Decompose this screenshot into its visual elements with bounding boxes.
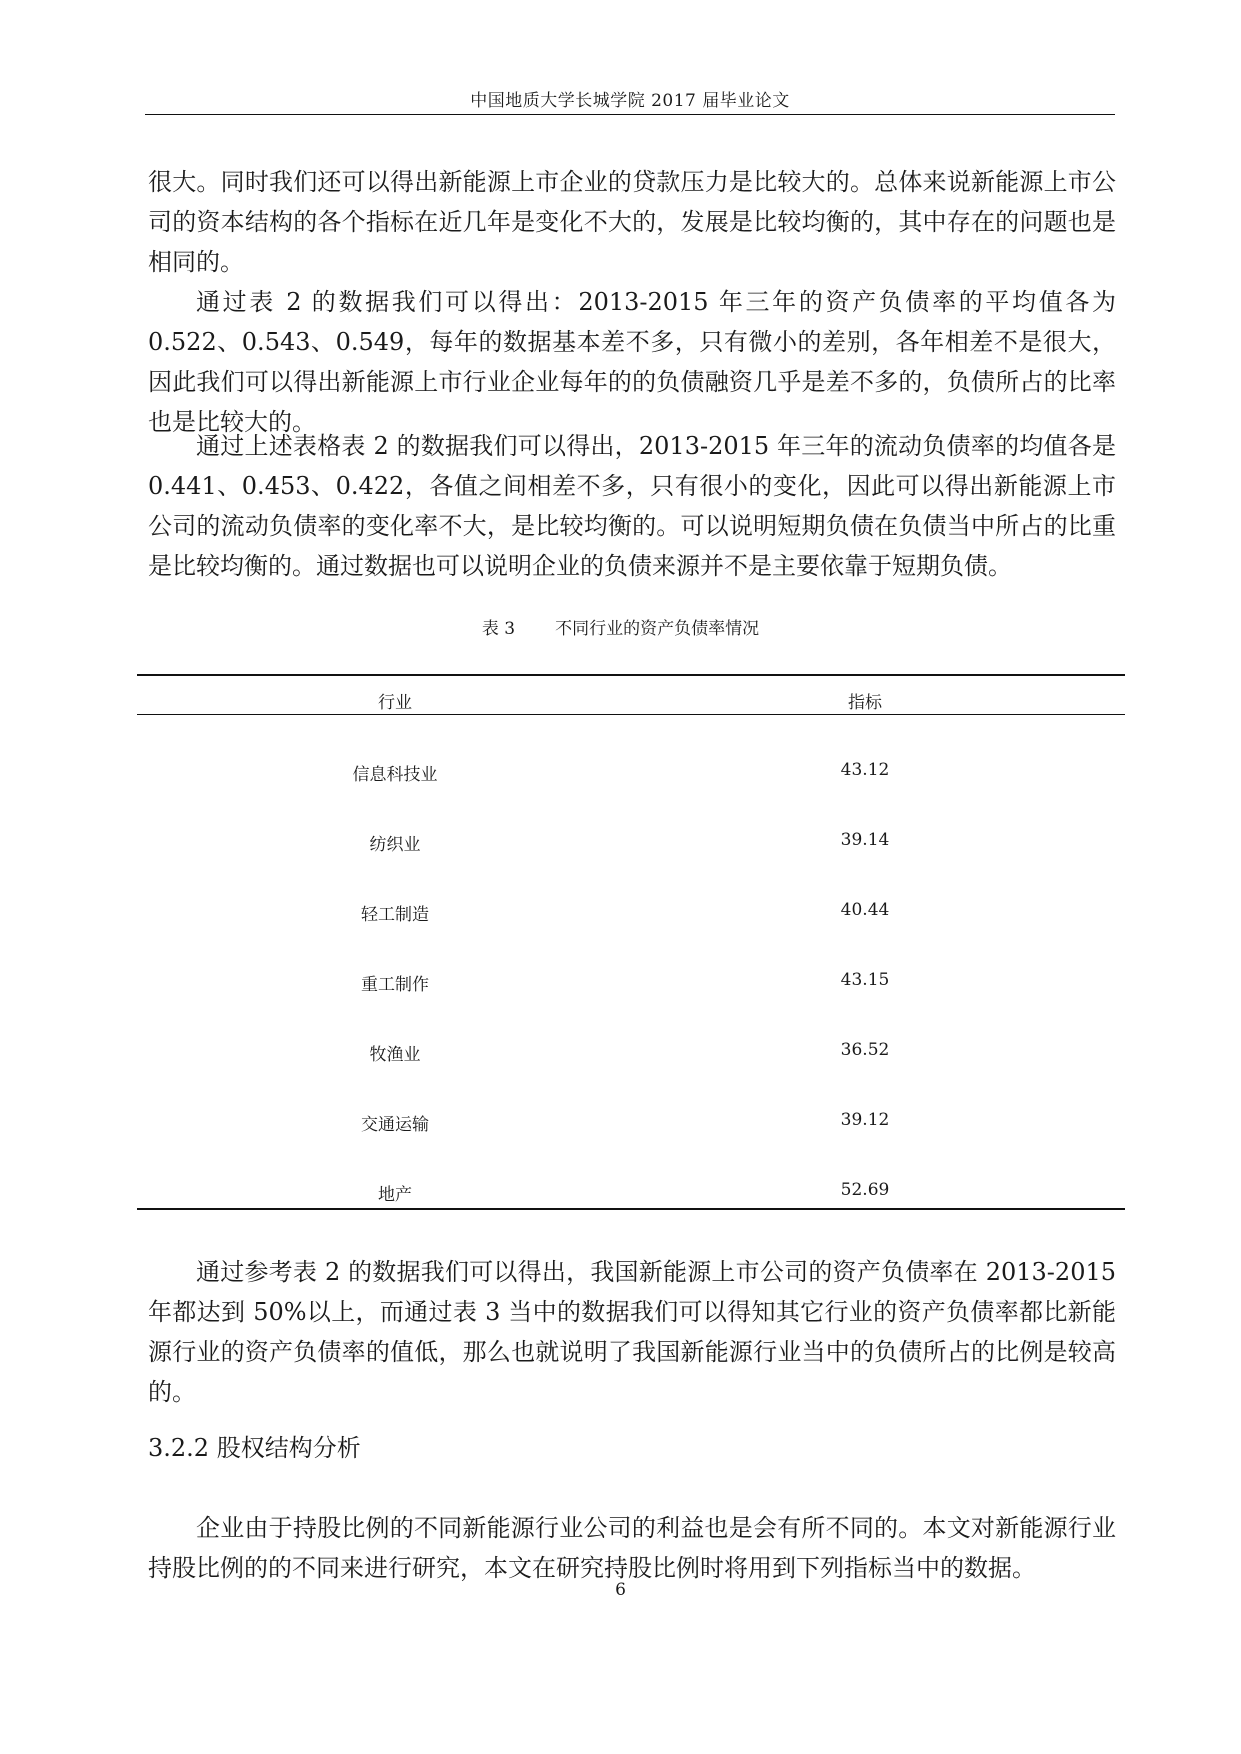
table-caption-number: 表 3 (481, 619, 516, 639)
paragraph-4: 通过参考表 2 的数据我们可以得出，我国新能源上市公司的资产负债率在 2013-2015 年都达到 50%以上，而通过表 3 当中的数据我们可以得知其它行业的资产负债率都比新能源行业的资产负债率的值低，那么也就说明了我国新能源行业当中的负债所占的比例是较高的。 (148, 1258, 1116, 1406)
table-caption (0, 614, 1241, 639)
page-header: 中国地质大学长城学院 2017 届毕业论文 (470, 91, 790, 111)
table-cell-industry: 信息科技业 (352, 765, 438, 785)
section-heading: 3.2.2 股权结构分析 (148, 1434, 361, 1462)
table-cell-value: 43.12 (840, 760, 890, 780)
table-cell-industry: 地产 (378, 1185, 412, 1205)
table-cell-industry: 轻工制造 (361, 905, 429, 925)
table-cell-industry: 牧渔业 (369, 1045, 421, 1065)
table-header-indicator: 指标 (848, 693, 882, 713)
table-cell-industry: 交通运输 (361, 1115, 429, 1135)
paragraph-3: 通过上述表格表 2 的数据我们可以得出，2013-2015 年三年的流动负债率的均值各是 0.441、0.453、0.422，各值之间相差不多，只有很小的变化，因此可以得出新能源上市公司的流动负债率的变化率不大，是比较均衡的。可以说明短期负债在负债当中所占的比重是比较均衡的。通过数据也可以说明企业的负债来源并不是主要依靠于短期负债。 (148, 432, 1116, 580)
table-cell-industry: 重工制作 (361, 975, 429, 995)
table-cell-value: 40.44 (840, 900, 890, 920)
paragraph-1: 很大。同时我们还可以得出新能源上市企业的贷款压力是比较大的。总体来说新能源上市公司的资本结构的各个指标在近几年是变化不大的，发展是比较均衡的，其中存在的问题也是相同的。 (148, 168, 1116, 276)
table-top-rule (137, 674, 1125, 676)
paragraph-5: 企业由于持股比例的不同新能源行业公司的利益也是会有所不同的。本文对新能源行业持股比例的的不同来进行研究，本文在研究持股比例时将用到下列指标当中的数据。 (148, 1514, 1116, 1582)
table-cell-value: 39.12 (840, 1110, 890, 1130)
table-cell-value: 52.69 (840, 1180, 890, 1200)
table-header-industry: 行业 (378, 693, 412, 713)
page-number: 6 (615, 1580, 626, 1600)
table-caption-title: 不同行业的资产负债率情况 (555, 619, 760, 639)
table-header-rule (137, 714, 1125, 715)
table-cell-industry: 纺织业 (369, 835, 421, 855)
header-rule (145, 114, 1115, 115)
paragraph-2: 通过表 2 的数据我们可以得出：2013-2015 年三年的资产负债率的平均值各为 0.522、0.543、0.549，每年的数据基本差不多，只有微小的差别，各年相差不是很大，因此我们可以得出新能源上市行业企业每年的的负债融资几乎是差不多的，负债所占的比率也是比较大的。 (148, 288, 1116, 436)
table-cell-value: 43.15 (840, 970, 890, 990)
table-cell-value: 36.52 (840, 1040, 890, 1060)
table-cell-value: 39.14 (840, 830, 890, 850)
table-bottom-rule (137, 1208, 1125, 1210)
